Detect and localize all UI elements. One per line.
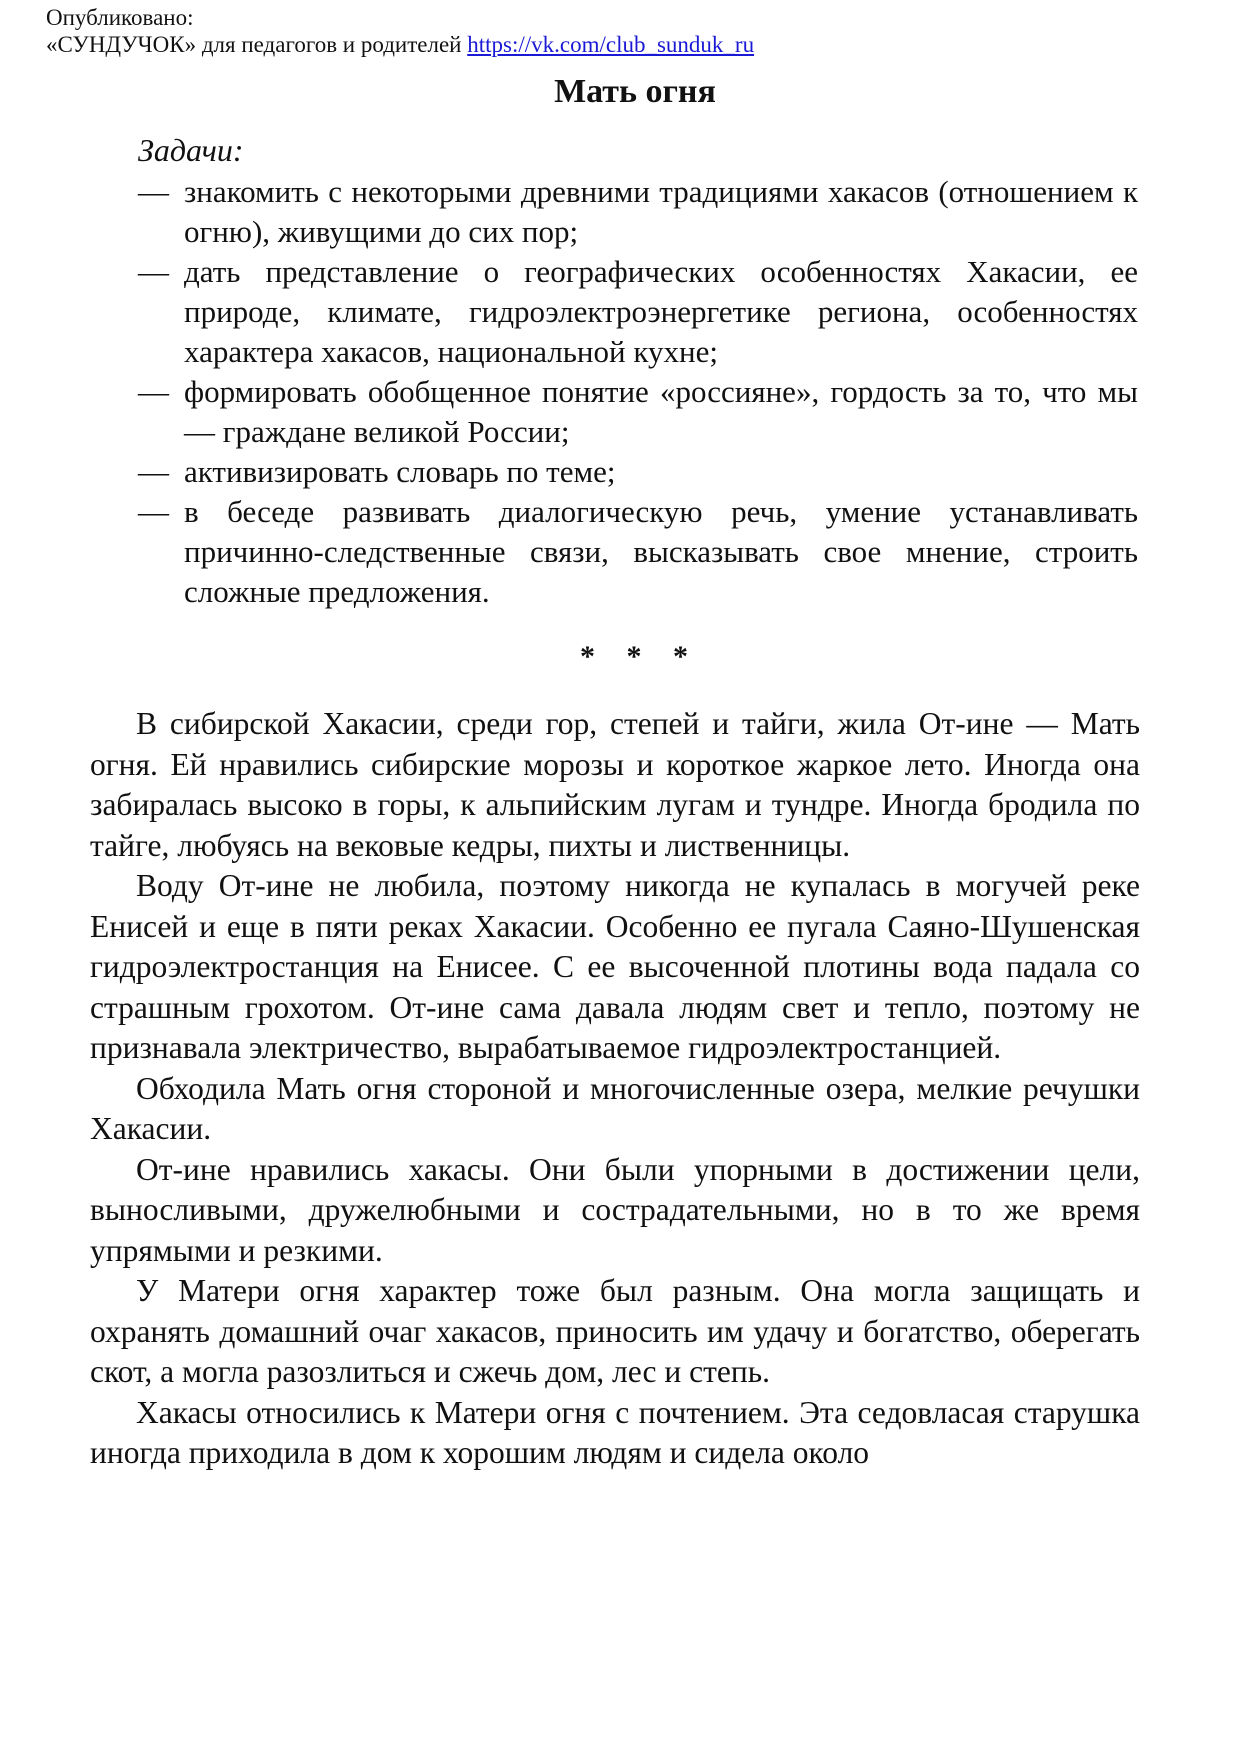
published-label: Опубликовано: (46, 5, 194, 30)
task-item (138, 172, 1138, 252)
task-text: знакомить с некоторыми древними традициями хакасов (отношением к огню), живущими до сих пор; (184, 174, 1138, 249)
task-text: в беседе развивать диалогическую речь, умение устанавливать причинно-следственные связи, высказывать свое мнение, строить сложные предложения. (184, 494, 1138, 609)
story-body (90, 704, 1140, 1474)
page-title: Мать огня (554, 73, 716, 110)
publication-header (46, 4, 754, 58)
task-item (138, 252, 1138, 372)
source-link[interactable]: https://vk.com/club_sunduk_ru (467, 32, 755, 57)
task-item (138, 452, 1138, 492)
section-separator: * * * (580, 640, 700, 673)
task-text: формировать обобщенное понятие «россияне», гордость за то, что мы — граждане великой России; (184, 374, 1138, 449)
task-text: дать представление о географических особенностях Хакасии, ее природе, климате, гидроэлектроэнергетике региона, особенностях характера хакасов, национальной кухне; (184, 254, 1138, 369)
story-paragraph: Обходила Мать огня стороной и многочисленные озера, мелкие речушки Хакасии. (90, 1070, 1140, 1146)
task-item (138, 372, 1138, 452)
story-paragraph: В сибирской Хакасии, среди гор, степей и тайги, жила От-ине — Мать огня. Ей нравились сибирские морозы и короткое жаркое лето. Иногда она забиралась высоко в горы, к альпийским лугам и тундре. Иногда бродила по тайге, любуясь на вековые кедры, пихты и лиственницы. (90, 706, 1140, 863)
source-line (46, 31, 754, 58)
dash-marker: — (138, 174, 169, 209)
dash-marker: — (138, 454, 169, 489)
story-paragraph: От-ине нравились хакасы. Они были упорными в достижении цели, выносливыми, дружелюбными и сострадательными, но в то же время упрямыми и резкими. (90, 1151, 1140, 1268)
source-text: «СУНДУЧОК» для педагогов и родителей (46, 32, 468, 57)
story-paragraph: У Матери огня характер тоже был разным. Она могла защищать и охранять домашний очаг хакасов, приносить им удачу и богатство, оберегать скот, а могла разозлиться и сжечь дом, лес и степь. (90, 1273, 1140, 1389)
task-list (138, 172, 1138, 612)
task-item (138, 492, 1138, 612)
dash-marker: — (138, 494, 169, 529)
task-text: активизировать словарь по теме; (184, 454, 616, 489)
tasks-heading: Задачи: (138, 132, 244, 168)
story-paragraph: Воду От-ине не любила, поэтому никогда не купалась в могучей реке Енисей и еще в пяти реках Хакасии. Особенно ее пугала Саяно-Шушенская гидроэлектростанция на Енисее. С ее высоченной плотины вода падала со страшным грохотом. От-ине сама давала людям свет и тепло, поэтому не признавала электричество, вырабатываемое гидроэлектростанцией. (90, 868, 1140, 1065)
story-paragraph: Хакасы относились к Матери огня с почтением. Эта седовласая старушка иногда приходила в дом к хорошим людям и сидела около (90, 1394, 1140, 1470)
dash-marker: — (138, 254, 169, 289)
dash-marker: — (138, 374, 169, 409)
